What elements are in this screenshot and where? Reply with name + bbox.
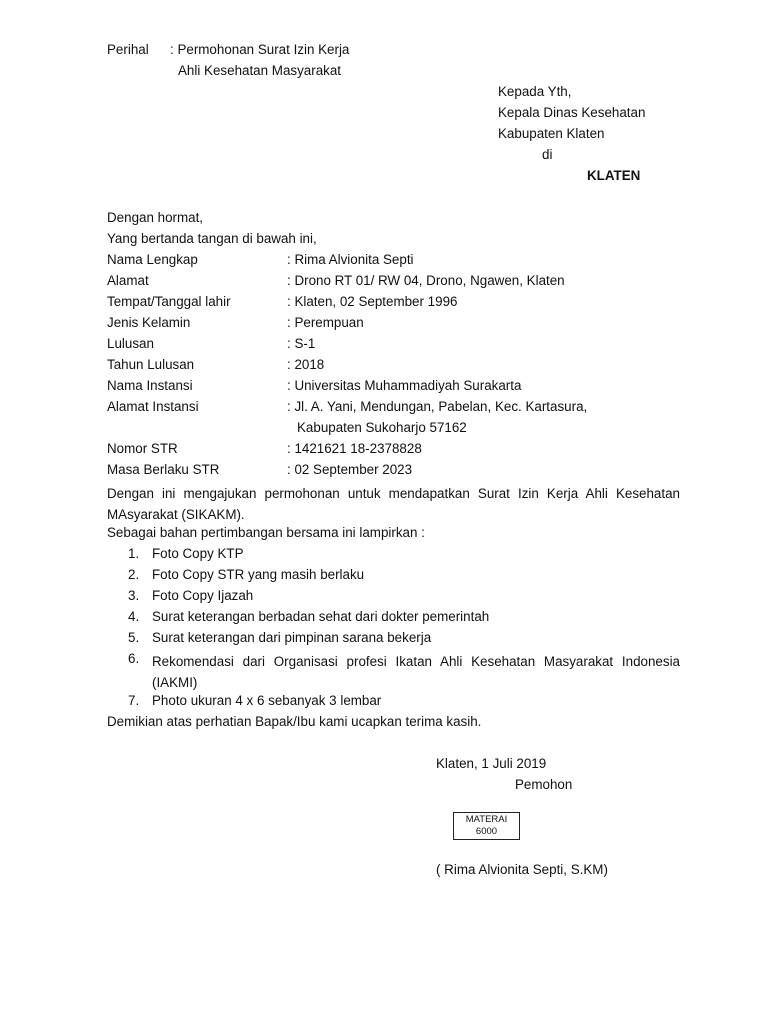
field-value: : S-1 — [287, 336, 316, 351]
field-value: : Klaten, 02 September 1996 — [287, 294, 458, 309]
field-label: Lulusan — [107, 336, 154, 351]
field-label: Nama Instansi — [107, 378, 193, 393]
list-item: Foto Copy Ijazah — [152, 588, 254, 603]
list-item: Foto Copy KTP — [152, 546, 244, 561]
field-label: Nama Lengkap — [107, 252, 198, 267]
recipient-line: Kabupaten Klaten — [498, 126, 605, 141]
perihal-subject-line2: Ahli Kesehatan Masyarakat — [178, 63, 342, 78]
field-label: Nomor STR — [107, 441, 178, 456]
list-number: 2. — [128, 567, 140, 582]
list-item: Surat keterangan berbadan sehat dari dokter pemerintah — [152, 609, 490, 624]
field-label: Jenis Kelamin — [107, 315, 191, 330]
place-date: Klaten, 1 Juli 2019 — [436, 756, 547, 771]
request-paragraph: Dengan ini mengajukan permohonan untuk mendapatkan Surat Izin Kerja Ahli Kesehatan MAsyarakat (SIKAKM). — [107, 486, 680, 522]
list-item: Surat keterangan dari pimpinan sarana bekerja — [152, 630, 432, 645]
applicant-role: Pemohon — [515, 777, 573, 792]
signature-name: ( Rima Alvionita Septi, S.KM) — [436, 862, 608, 877]
list-number: 4. — [128, 609, 140, 624]
closing-thanks: Demikian atas perhatian Bapak/Ibu kami ucapkan terima kasih. — [107, 714, 482, 729]
attachments-intro: Sebagai bahan pertimbangan bersama ini lampirkan : — [107, 525, 425, 540]
field-value: : 2018 — [287, 357, 325, 372]
field-label: Alamat Instansi — [107, 399, 199, 414]
greeting: Dengan hormat, — [107, 210, 204, 225]
field-label: Tahun Lulusan — [107, 357, 195, 372]
field-label: Tempat/Tanggal lahir — [107, 294, 231, 309]
intro-line: Yang bertanda tangan di bawah ini, — [107, 231, 317, 246]
stamp-label: MATERAI — [465, 814, 508, 825]
list-number: 5. — [128, 630, 140, 645]
field-value-continued: Kabupaten Sukoharjo 57162 — [297, 420, 467, 435]
perihal-label: Perihal — [107, 42, 149, 57]
recipient-line: Kepala Dinas Kesehatan — [498, 105, 646, 120]
list-item: Photo ukuran 4 x 6 sebanyak 3 lembar — [152, 693, 382, 708]
stamp-value: 6000 — [475, 826, 498, 837]
list-item: Foto Copy STR yang masih berlaku — [152, 567, 365, 582]
field-value: : Perempuan — [287, 315, 364, 330]
field-value: : 02 September 2023 — [287, 462, 413, 477]
field-value: : 1421621 18-2378828 — [287, 441, 422, 456]
list-number: 7. — [128, 693, 140, 708]
field-label: Masa Berlaku STR — [107, 462, 220, 477]
field-value: : Drono RT 01/ RW 04, Drono, Ngawen, Klaten — [287, 273, 565, 288]
list-number: 1. — [128, 546, 140, 561]
field-label: Alamat — [107, 273, 149, 288]
field-value: : Jl. A. Yani, Mendungan, Pabelan, Kec. Kartasura, — [287, 399, 588, 414]
field-value: : Universitas Muhammadiyah Surakarta — [287, 378, 522, 393]
perihal-subject: : Permohonan Surat Izin Kerja — [170, 42, 350, 57]
list-number: 6. — [128, 651, 140, 666]
list-number: 3. — [128, 588, 140, 603]
recipient-line: Kepada Yth, — [498, 84, 572, 99]
materai-stamp-box — [453, 812, 520, 840]
field-value: : Rima Alvionita Septi — [287, 252, 414, 267]
recipient-line: di — [542, 147, 553, 162]
list-item: Rekomendasi dari Organisasi profesi Ikatan Ahli Kesehatan Masyarakat Indonesia (IAKMI) — [152, 654, 680, 690]
recipient-city: KLATEN — [587, 168, 641, 183]
